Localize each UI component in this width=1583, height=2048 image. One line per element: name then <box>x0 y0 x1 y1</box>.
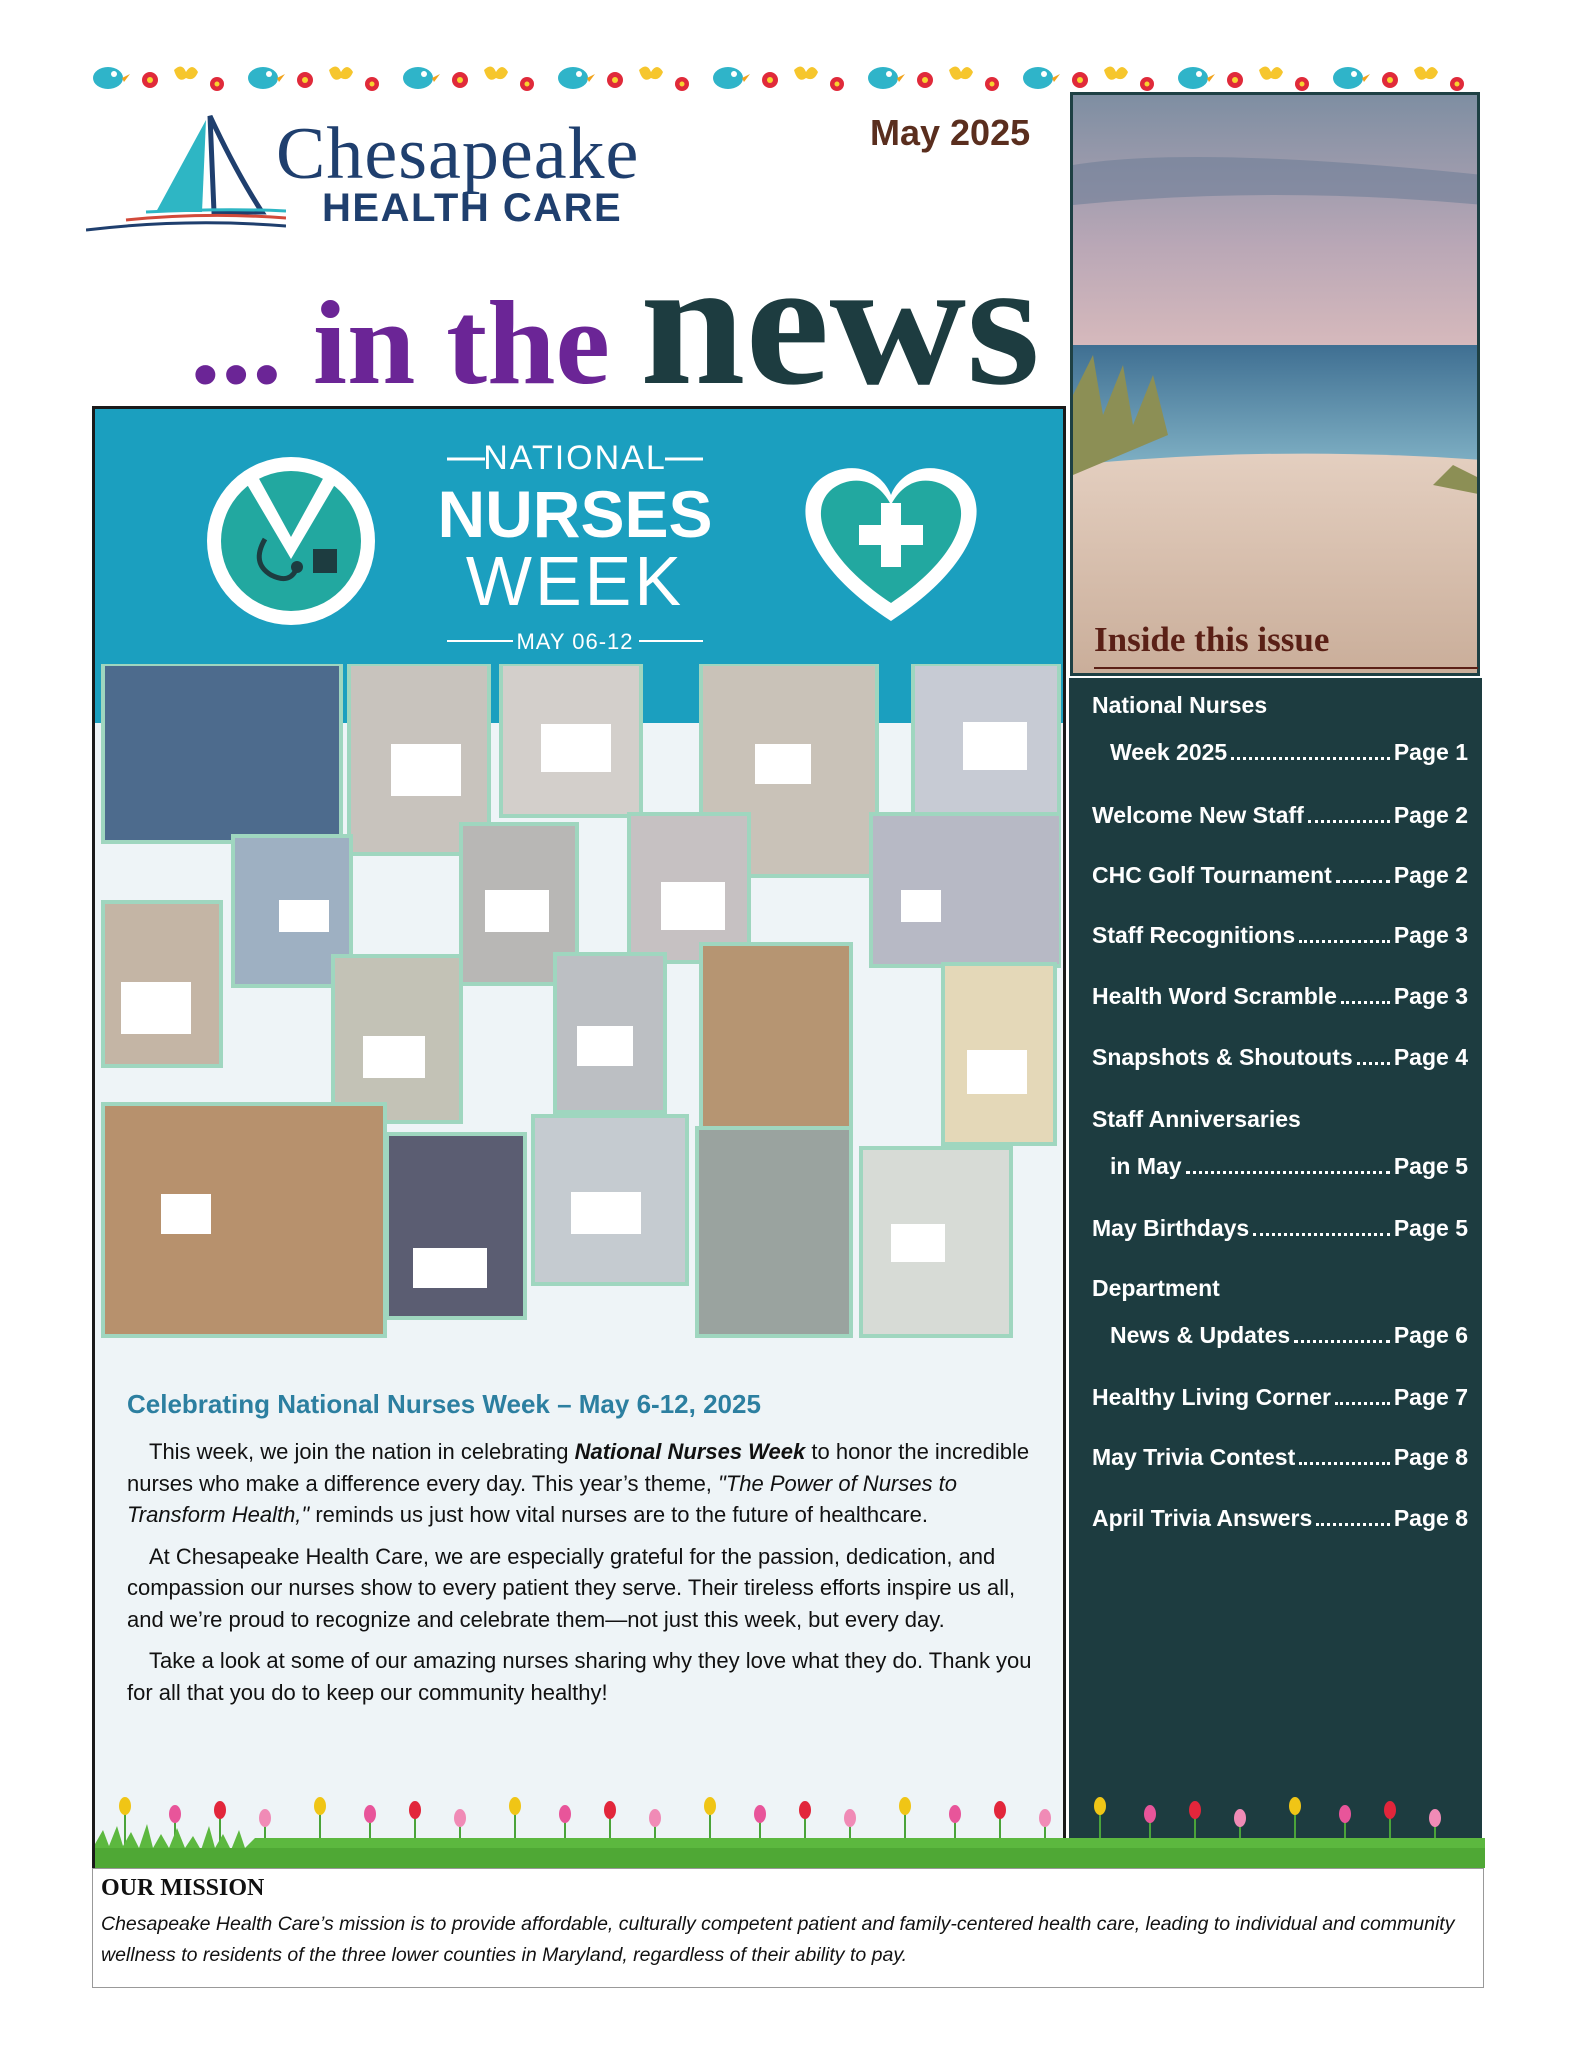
collage-photo <box>701 944 851 1128</box>
toc-item-page: Page 2 <box>1393 862 1468 888</box>
toc-item-title: Snapshots & Shoutouts <box>1092 1044 1353 1070</box>
masthead-prefix: ... in the <box>190 276 610 398</box>
toc-item-may-birthdays[interactable] <box>1092 1215 1468 1245</box>
toc-leader-dots <box>1299 940 1390 943</box>
toc-item-page: Page 7 <box>1393 1384 1468 1410</box>
toc-item-word-scramble[interactable] <box>1092 983 1468 1013</box>
article-text: reminds us just how vital nurses are to the future of healthcare. <box>309 1502 928 1527</box>
article-text: to honor the incredible nurses who make a difference every day. This year’s theme, <box>127 1439 1030 1496</box>
toc-item-staff-anniversaries[interactable] <box>1092 1106 1468 1183</box>
toc-item-page: Page 3 <box>1393 922 1468 948</box>
nurse-uniform-icon <box>207 457 375 625</box>
article-text: This week, we join the nation in celebrating <box>149 1439 575 1464</box>
toc-item-snapshots-shoutouts[interactable] <box>1092 1044 1468 1074</box>
toc-item-staff-recognitions[interactable] <box>1092 922 1468 952</box>
toc-leader-dots <box>1253 1233 1390 1236</box>
toc-item-first-line: National Nurses <box>1092 692 1268 718</box>
toc-item-title: in May <box>1110 1153 1182 1179</box>
banner-week: WEEK <box>465 542 685 620</box>
toc-leader-dots <box>1341 1001 1390 1004</box>
toc-item-department-news[interactable] <box>1092 1275 1468 1352</box>
toc-item-first-line: Staff Anniversaries <box>1092 1106 1301 1132</box>
article-body <box>127 1436 1047 1718</box>
collage-photo <box>103 664 341 842</box>
beach-photo <box>1070 92 1480 676</box>
issue-date: May 2025 <box>870 112 1031 153</box>
toc-item-title: Health Word Scramble <box>1092 983 1337 1009</box>
mission-box <box>92 1868 1484 1988</box>
toc-item-title: CHC Golf Tournament <box>1092 862 1332 888</box>
toc-item-title: May Trivia Contest <box>1092 1444 1296 1470</box>
toc-item-first-line: Department <box>1092 1275 1220 1301</box>
article-theme-quote: "The Power of Nurses to Transform Health," <box>127 1470 957 1527</box>
toc-item-title: Healthy Living Corner <box>1092 1384 1331 1410</box>
toc-item-page: Page 2 <box>1393 802 1468 828</box>
toc-item-title: Week 2025 <box>1110 739 1228 765</box>
article-paragraph: Take a look at some of our amazing nurses sharing why they love what they do. Thank you for all that you do to keep our community healthy! <box>127 1648 1032 1705</box>
toc-item-title: April Trivia Answers <box>1092 1505 1313 1531</box>
inside-title-rule <box>1094 667 1478 669</box>
toc-item-page: Page 5 <box>1393 1215 1468 1241</box>
nurses-photo-collage <box>101 664 1061 1354</box>
banner-national: NATIONAL <box>483 439 667 477</box>
toc-item-healthy-living[interactable] <box>1092 1384 1468 1414</box>
collage-photo <box>103 1104 385 1336</box>
inside-this-issue-title: Inside this issue <box>1094 620 1330 659</box>
flower-grass-border <box>95 1790 1485 1868</box>
toc-item-page: Page 3 <box>1393 983 1468 1009</box>
toc-item-page: Page 1 <box>1393 739 1468 765</box>
collage-photo <box>697 1128 851 1336</box>
toc-leader-dots <box>1294 1340 1390 1343</box>
toc-leader-dots <box>1186 1171 1390 1174</box>
mission-title: OUR MISSION <box>101 1875 265 1901</box>
toc-item-golf-tournament[interactable] <box>1092 862 1468 892</box>
logo-org-subtitle: HEALTH CARE <box>322 186 623 230</box>
toc-item-april-trivia[interactable] <box>1092 1505 1468 1535</box>
logo-org-name: Chesapeake <box>276 113 640 195</box>
toc-leader-dots <box>1316 1523 1390 1526</box>
toc-item-may-trivia[interactable] <box>1092 1444 1468 1474</box>
article-paragraph: At Chesapeake Health Care, we are especially grateful for the passion, dedication, and compassion our nurses show to every patient they serve. Their tireless efforts inspire us all, and we’re proud to recognize and celebrate them—not just this week, but every day. <box>127 1543 1016 1632</box>
toc-leader-dots <box>1299 1462 1390 1465</box>
toc-leader-dots <box>1231 757 1390 760</box>
toc-leader-dots <box>1357 1062 1390 1065</box>
sailboat-logo-icon <box>86 112 286 242</box>
masthead-in-the-news <box>190 228 1050 398</box>
toc-item-page: Page 6 <box>1393 1322 1468 1348</box>
mission-text: Chesapeake Health Care’s mission is to provide affordable, culturally competent patient and family-centered health care, leading to individual and community wellness to residents of the three lower counties in Maryland, regardless of their ability to pay. <box>101 1913 1455 1966</box>
heart-plus-icon <box>805 468 976 621</box>
toc-leader-dots <box>1335 1402 1390 1405</box>
banner-nurses: NURSES <box>437 477 713 551</box>
toc-item-title: Staff Recognitions <box>1092 922 1296 948</box>
article-heading: Celebrating National Nurses Week – May 6-12, 2025 <box>127 1389 761 1419</box>
toc-item-welcome-new-staff[interactable] <box>1092 802 1468 832</box>
toc-item-title: May Birthdays <box>1092 1215 1250 1241</box>
banner-dates: MAY 06-12 <box>516 629 634 654</box>
toc-item-national-nurses-week[interactable] <box>1092 692 1468 769</box>
article-paragraph <box>127 1436 1047 1531</box>
article-emphasis: National Nurses Week <box>574 1439 806 1464</box>
toc-item-page: Page 8 <box>1393 1505 1468 1531</box>
toc-item-page: Page 4 <box>1393 1044 1468 1070</box>
table-of-contents-panel <box>1069 678 1482 1868</box>
collage-photo <box>871 814 1061 966</box>
toc-item-page: Page 8 <box>1393 1444 1468 1470</box>
toc-item-title: News & Updates <box>1110 1322 1291 1348</box>
masthead-news: news <box>640 228 1040 398</box>
toc-item-title: Welcome New Staff <box>1092 802 1304 828</box>
collage-photo <box>387 1134 525 1318</box>
toc-leader-dots <box>1336 880 1390 883</box>
toc-item-page: Page 5 <box>1393 1153 1468 1179</box>
toc-leader-dots <box>1308 820 1390 823</box>
chesapeake-logo <box>86 112 646 242</box>
